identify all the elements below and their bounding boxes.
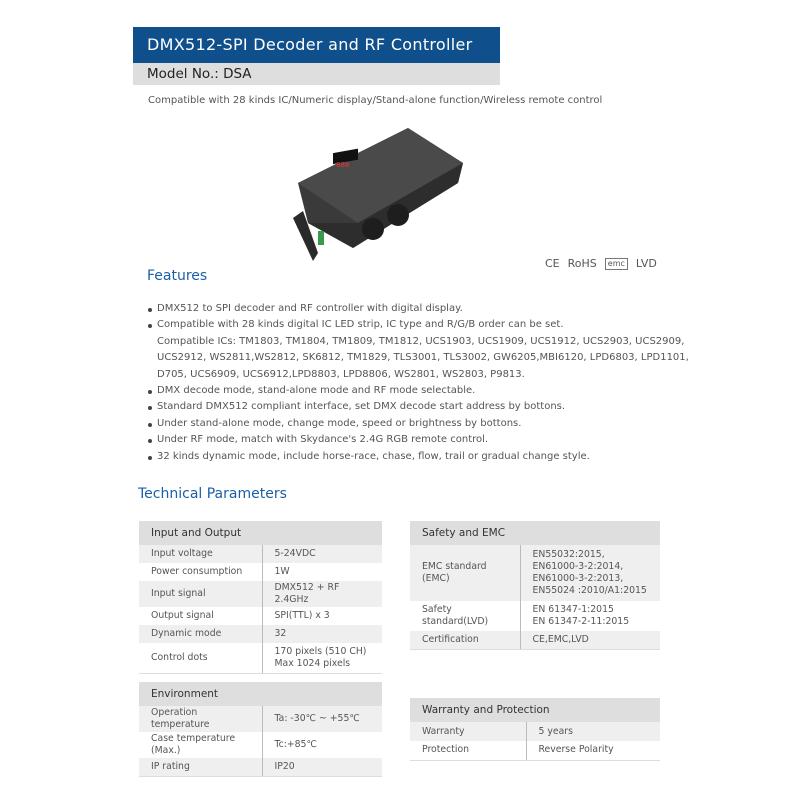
feature-item: D705, UCS6909, UCS6912,LPD8803, LPD8806, WS2801, WS2803, P9813. <box>157 368 525 380</box>
feature-item: DMX decode mode, stand-alone mode and RF mode selectable. <box>148 383 689 399</box>
display-readout: 888 <box>336 161 350 169</box>
subtitle: Compatible with 28 kinds IC/Numeric display/Stand-alone function/Wireless remote control <box>148 95 603 106</box>
page-title: DMX512-SPI Decoder and RF Controller <box>133 27 500 63</box>
param-name: Input signal <box>139 581 262 607</box>
table-row <box>139 758 382 776</box>
ce-logo: CE <box>545 257 560 270</box>
param-value: Tc:+85℃ <box>274 739 317 750</box>
param-value: 5 years <box>526 722 660 741</box>
table-title: Input and Output <box>139 521 382 545</box>
table-row <box>410 722 660 741</box>
table-row <box>410 741 660 760</box>
param-name: Safety standard(LVD) <box>410 601 520 632</box>
certification-logos <box>545 257 657 270</box>
param-name: Protection <box>410 741 526 760</box>
feature-item: DMX512 to SPI decoder and RF controller with digital display. <box>148 301 689 317</box>
rohs-logo: RoHS <box>567 257 597 270</box>
param-value: 170 pixels (510 CH) Max 1024 pixels <box>262 643 382 674</box>
param-value: Ta: -30℃ ~ +55℃ <box>262 706 382 732</box>
param-name: EMC standard (EMC) <box>410 545 520 601</box>
param-name: Control dots <box>139 643 262 674</box>
product-image <box>288 123 473 263</box>
param-name: Power consumption <box>139 563 262 581</box>
table-row <box>139 581 382 607</box>
feature-item: UCS2912, WS2811,WS2812, SK6812, TM1829, TLS3001, TLS3002, GW6205,MBI6120, LPD6803, LPD1101, <box>157 352 689 364</box>
table-title: Environment <box>139 682 382 706</box>
param-name: Certification <box>410 631 520 649</box>
param-name: Case temperature (Max.) <box>139 732 262 758</box>
feature-item: Under stand-alone mode, change mode, speed or brightness by bottons. <box>148 416 689 432</box>
features-heading: Features <box>147 268 208 284</box>
feature-item: Compatible with 28 kinds digital IC LED strip, IC type and R/G/B order can be set. <box>148 317 689 333</box>
table-row <box>139 706 382 732</box>
features-list <box>148 301 689 465</box>
feature-item: Compatible ICs: TM1803, TM1804, TM1809, TM1812, UCS1903, UCS1909, UCS1912, UCS2903, UCS2909, <box>157 335 685 347</box>
warranty-table <box>410 698 660 761</box>
param-name: Output signal <box>139 607 262 625</box>
param-value: IP20 <box>262 758 382 776</box>
table-row <box>410 631 660 649</box>
param-name: IP rating <box>139 758 262 776</box>
table-title: Safety and EMC <box>410 521 660 545</box>
table-title: Warranty and Protection <box>410 698 660 722</box>
table-row <box>139 643 382 674</box>
param-name: Input voltage <box>139 545 262 563</box>
table-row <box>139 607 382 625</box>
lvd-logo: LVD <box>635 257 657 270</box>
param-value: EN 61347-1:2015 EN 61347-2-11:2015 <box>532 604 630 628</box>
table-row <box>139 545 382 563</box>
table-row <box>410 601 660 632</box>
param-value: DMX512 + RF 2.4GHz <box>262 581 382 607</box>
param-value: 1W <box>274 566 290 577</box>
table-row <box>139 625 382 643</box>
feature-item: Standard DMX512 compliant interface, set DMX decode start address by bottons. <box>148 399 689 415</box>
technical-heading: Technical Parameters <box>138 486 287 502</box>
param-value: 5-24VDC <box>262 545 382 563</box>
param-value: CE,EMC,LVD <box>520 631 660 649</box>
feature-item: Under RF mode, match with Skydance's 2.4G RGB remote control. <box>148 432 689 448</box>
table-row <box>139 732 382 758</box>
param-name: Dynamic mode <box>139 625 262 643</box>
table-row <box>139 563 382 581</box>
table-row <box>410 545 660 601</box>
emc-logo: emc <box>605 258 628 270</box>
param-value: Reverse Polarity <box>526 741 660 760</box>
param-name: Operation temperature <box>139 706 262 732</box>
param-value: SPI(TTL) x 3 <box>274 610 330 621</box>
environment-table <box>139 682 382 777</box>
param-name: Warranty <box>410 722 526 741</box>
input-output-table <box>139 521 382 674</box>
feature-item: 32 kinds dynamic mode, include horse-race, chase, flow, trail or gradual change style. <box>148 449 689 465</box>
param-value: 32 <box>262 625 382 643</box>
safety-emc-table <box>410 521 660 650</box>
param-value: EN55032:2015, EN61000-3-2:2014, EN61000-3-2:2013, EN55024 :2010/A1:2015 <box>520 545 660 601</box>
model-number: Model No.: DSA <box>133 63 500 85</box>
